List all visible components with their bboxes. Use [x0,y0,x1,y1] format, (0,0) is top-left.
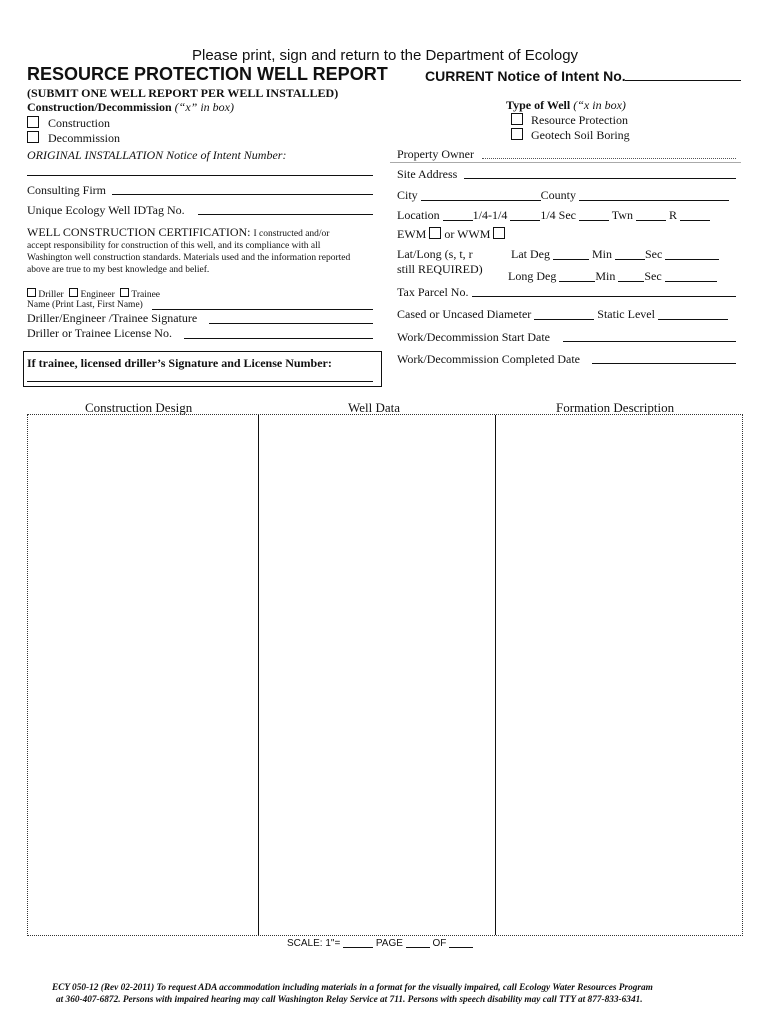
well-log-grid [27,414,743,936]
sec-field[interactable] [579,209,609,221]
col-well-data: Well Data [348,400,401,415]
col-construction-design: Construction Design [85,400,193,415]
static-level-field[interactable] [658,308,728,320]
original-noi-field[interactable] [27,175,373,176]
trainee-checkbox[interactable] [120,288,129,297]
license-label: Driller or Trainee License No. [27,326,172,340]
decommission-option[interactable]: Decommission [27,131,120,146]
wwm-checkbox[interactable] [493,227,505,239]
page-field[interactable] [406,938,430,948]
cert-text-3: Washington well construction standards. Materials used and the information reported [27,253,351,263]
decommission-checkbox[interactable] [27,131,39,143]
cert-title: WELL CONSTRUCTION CERTIFICATION: I constructed and/or [27,225,330,239]
resource-protection-option[interactable]: Resource Protection [511,113,628,128]
consulting-firm-label: Consulting Firm [27,183,107,197]
long-sec-field[interactable] [665,270,717,282]
name-field[interactable] [152,309,373,310]
lat-row: Lat Deg Min Sec [511,247,719,262]
latlong-label-1: Lat/Long (s, t, r [397,247,473,261]
construction-decommission-label: Construction/Decommission (“x” in box) [27,100,234,114]
q-field[interactable] [510,209,540,221]
meridian-row: EWM or WWM [397,227,505,242]
long-row: Long Deg Min Sec [508,269,717,284]
lat-sec-field[interactable] [665,248,719,260]
location-row: Location 1/4-1/4 1/4 Sec Twn R [397,208,710,223]
original-noi-label: ORIGINAL INSTALLATION Notice of Intent Number: [27,148,287,162]
county-field[interactable] [579,189,729,201]
city-field[interactable] [421,189,541,201]
property-owner-label: Property Owner [397,147,474,161]
scale-row: SCALE: 1"= PAGE OF [287,938,473,949]
geotech-checkbox[interactable] [511,128,523,140]
unique-id-field[interactable] [198,214,373,215]
page-title: RESOURCE PROTECTION WELL REPORT [27,64,388,84]
lat-min-field[interactable] [615,248,645,260]
footer-line-1: ECY 050-12 (Rev 02-2011) To request ADA accommodation including materials in a format for the visually impaired, call Ecology Water Resources Program [52,983,653,993]
signature-field[interactable] [209,323,373,324]
qq-field[interactable] [443,209,473,221]
site-address-field[interactable] [464,178,736,179]
notice-label: CURRENT Notice of Intent No. [425,68,626,84]
diameter-row: Cased or Uncased Diameter Static Level [397,307,728,322]
geotech-option[interactable]: Geotech Soil Boring [511,128,630,143]
start-date-label: Work/Decommission Start Date [397,330,551,344]
start-date-field[interactable] [563,341,736,342]
name-label: Name (Print Last, First Name) [27,300,143,310]
signature-label: Driller/Engineer /Trainee Signature [27,311,198,325]
long-min-field[interactable] [618,270,644,282]
role-options: Driller Engineer Trainee [27,288,160,301]
latlong-label-2: still REQUIRED) [397,262,483,276]
lat-deg-field[interactable] [553,248,589,260]
tax-parcel-field[interactable] [472,296,736,297]
long-deg-field[interactable] [559,270,595,282]
site-address-label: Site Address [397,167,458,181]
property-owner-field[interactable] [482,158,736,159]
driller-checkbox[interactable] [27,288,36,297]
footer-line-2: at 360-407-6872. Persons with impaired hearing may call Washington Relay Service at 711. Persons with speech disability may call TTY at 877-833-6341. [56,995,643,1005]
consulting-firm-field[interactable] [112,194,373,195]
cert-text-2: accept responsibility for construction of this well, and its compliance with all [27,241,321,251]
resource-protection-checkbox[interactable] [511,113,523,125]
twn-field[interactable] [636,209,666,221]
notice-number-field[interactable] [625,80,741,81]
divider [390,162,741,163]
ewm-checkbox[interactable] [429,227,441,239]
tax-parcel-label: Tax Parcel No. [397,285,469,299]
unique-id-label: Unique Ecology Well IDTag No. [27,203,185,217]
trainee-signature-field[interactable] [27,381,373,382]
grid-divider [258,415,259,935]
submit-note: (SUBMIT ONE WELL REPORT PER WELL INSTALLED) [27,86,339,100]
completed-date-label: Work/Decommission Completed Date [397,352,580,366]
range-field[interactable] [680,209,710,221]
page-total-field[interactable] [449,938,473,948]
scale-field[interactable] [343,938,373,948]
trainee-signature-label: If trainee, licensed driller’s Signature and License Number: [27,356,332,370]
grid-divider [495,415,496,935]
construction-checkbox[interactable] [27,116,39,128]
city-county-row: City County [397,188,729,203]
instruction: Please print, sign and return to the Department of Ecology [192,47,579,64]
license-field[interactable] [184,338,373,339]
col-formation-description: Formation Description [556,400,675,415]
construction-option[interactable]: Construction [27,116,110,131]
cert-text-4: above are true to my best knowledge and belief. [27,265,210,275]
diameter-field[interactable] [534,308,594,320]
engineer-checkbox[interactable] [69,288,78,297]
type-of-well-label: Type of Well (“x in box) [506,98,626,112]
completed-date-field[interactable] [592,363,736,364]
